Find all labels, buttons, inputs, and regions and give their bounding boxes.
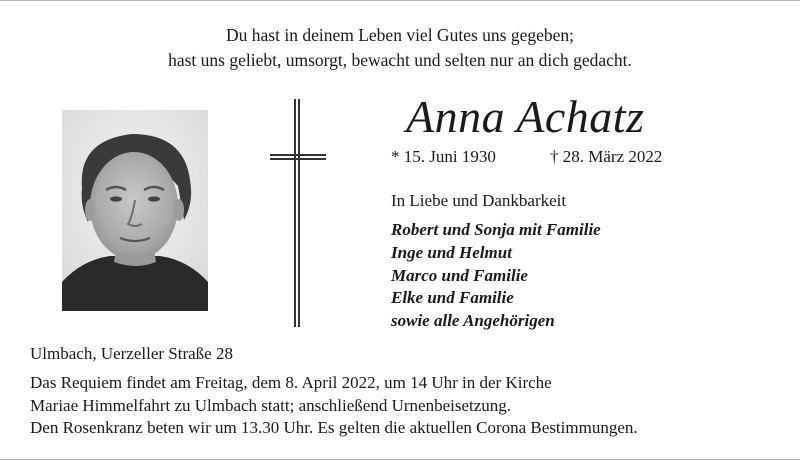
death-date: † 28. März 2022 [550, 147, 663, 166]
mourner-entry: Marco und Familie [391, 265, 528, 285]
mourner-entry: Inge und Helmut [391, 242, 512, 262]
mourner-entry: Robert und Sonja mit Familie [391, 220, 601, 239]
service-info-line: Mariae Himmelfahrt zu Ulmbach statt; anschließend Urnenbeisetzung. [30, 395, 512, 415]
service-info [30, 372, 638, 440]
birth-date: * 15. Juni 1930 [391, 147, 496, 166]
cross-symbol [270, 99, 326, 327]
service-info-line: Den Rosenkranz beten wir um 13.30 Uhr. Es gelten die aktuellen Corona Bestimmungen. [30, 418, 638, 437]
mourner-entry: sowie alle Angehörigen [391, 311, 555, 331]
dedication-line: In Liebe und Dankbarkeit [391, 191, 567, 210]
memorial-quote [0, 23, 800, 73]
deceased-name: Anna Achatz [406, 91, 645, 142]
quote-line-2: hast uns geliebt, umsorgt, bewacht und selten nur an dich gedacht. [168, 50, 632, 70]
mourners-list [391, 219, 601, 333]
mourner-entry: Elke und Familie [391, 288, 514, 308]
address-line: Ulmbach, Uerzeller Straße 28 [30, 344, 233, 363]
portrait-photo [62, 110, 208, 311]
service-info-line: Das Requiem findet am Freitag, dem 8. April 2022, um 14 Uhr in der Kirche [30, 373, 552, 392]
quote-line-1: Du hast in deinem Leben viel Gutes uns gegeben; [226, 25, 574, 45]
